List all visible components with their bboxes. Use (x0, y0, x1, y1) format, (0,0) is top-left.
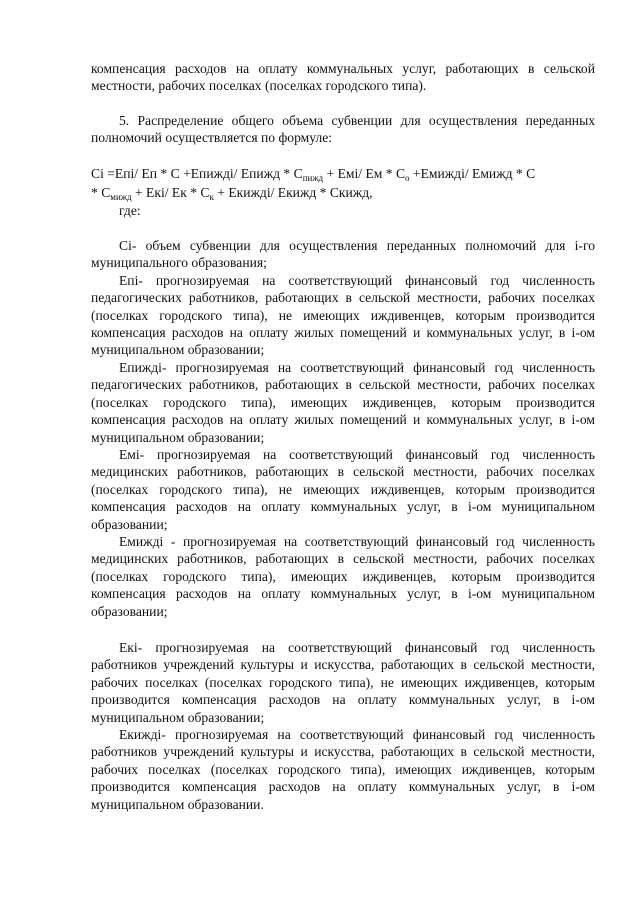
formula (91, 164, 595, 202)
definition-emi: Емі- прогнозируемая на соответствующий финансовый год численность медицинских работников, работающих в сельской местности, рабочих поселках (поселках городского типа), не имеющих иждивенцев, которым производится компенсация расходов на оплату коммунальных услуг, в і-ом муниципальном образовании; (91, 446, 595, 532)
formula-part-2: + Емі/ Ем * С (323, 165, 406, 181)
formula-sub-3: мижд (110, 191, 132, 202)
definition-epizhdi: Епижді- прогнозируемая на соответствующий финансовый год численность педагогических работников, работающих в сельской местности, рабочих поселках (поселках городского типа), имеющих иждивенцев, которым производится компенсация расходов на оплату жилых помещений и коммунальных услуг, в і-ом муниципальном образовании; (91, 359, 595, 445)
definition-ci: Сі- объем субвенции для осуществления переданных полномочий для і-го муниципального образования; (91, 238, 595, 271)
definition-ekizhdi: Екижді- прогнозируемая на соответствующий финансовый год численность работников учреждений культуры и искусства, работающих в сельской местности, рабочих поселках (поселках городского типа), имеющих иждивенцев, которым производится компенсация расходов на оплату коммунальных услуг, в і-ом муниципальном образовании. (91, 727, 595, 812)
definition-epi: Епі- прогнозируемая на соответствующий финансовый год численность педагогических работников, работающих в сельской местности, рабочих поселках (поселках городского типа), не имеющих иждивенцев, которым производится компенсация расходов на оплату жилых помещений и коммунальных услуг, в і-ом муниципальном образовании; (91, 272, 595, 358)
formula-sub-1: пижд (302, 172, 324, 183)
where-label: где: (119, 202, 141, 218)
section-5-paragraph: 5. Распределение общего объема субвенции для осуществления переданных полномочий осуществляется по формуле: (91, 112, 595, 146)
definition-eki: Екі- прогнозируемая на соответствующий финансовый год численность работников учреждений культуры и искусства, работающих в сельской местности, рабочих поселках (поселках городского типа), не имеющих иждивенцев, которым производится компенсация расходов на оплату коммунальных услуг, в і-ом муниципальном образовании; (91, 639, 595, 725)
formula-part-3: +Емижді/ Емижд * С (409, 165, 536, 181)
formula-part-3b: * С (91, 184, 111, 200)
formula-part-1: Сі =Епі/ Еп * С +Епижді/ Епижд * С (91, 165, 303, 181)
formula-part-4: + (131, 184, 147, 200)
formula-part-5: Екі/ Ек * С (146, 184, 210, 200)
formula-part-6: + Екижді/ Екижд * Скижд, (213, 184, 373, 200)
formula-sub-2: о (405, 172, 410, 183)
intro-paragraph: компенсация расходов на оплату коммунальных услуг, работающих в сельской местности, рабочих поселках (поселках городского типа). (91, 61, 595, 94)
formula-sub-5: к (209, 191, 214, 202)
definition-emizhdi: Емижді - прогнозируемая на соответствующий финансовый год численность медицинских работников, работающих в сельской местности, рабочих поселках (поселках городского типа), имеющих иждивенцев, которым производится компенсация расходов на оплату коммунальных услуг, в і-ом муниципальном образовании; (91, 533, 595, 619)
